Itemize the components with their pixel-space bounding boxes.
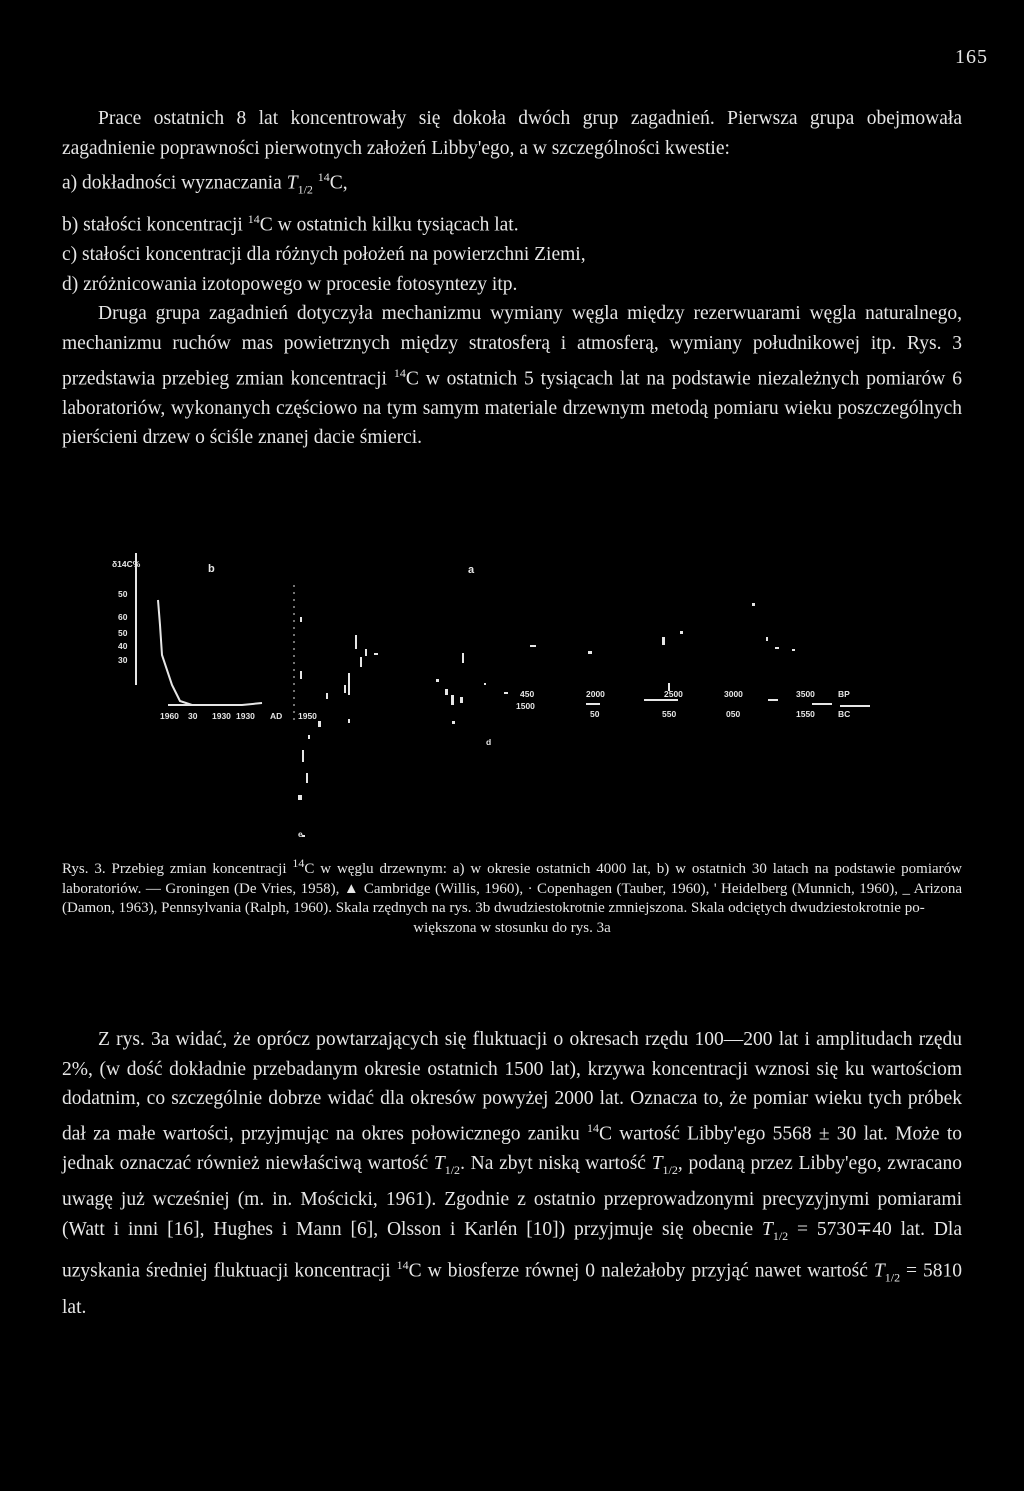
- mark-e: e: [298, 829, 303, 839]
- b-x-tick-2: 30: [188, 711, 198, 721]
- list-a-symbol: T: [286, 172, 298, 194]
- text-section-1: [62, 104, 962, 453]
- b-x-tick-5: AD: [270, 711, 283, 721]
- para3-superscript-1: 14: [586, 1120, 599, 1135]
- para3-text-1: Z rys. 3a widać, że oprócz powtarzających się fluktuacji o okresach rzędu 100—200 lat i amplitudach rzędu 2%, (w dość dokładnie przebadanym okresie ostatnich 1500 lat), krzywa koncentracji wznosi się ku wartościom dodatnim, co szczególnie dobrze widać dla okresów powyżej 2000 lat. Oznacza to, że pomiar wieku tych próbek dał za małe wartości, przyjmując na okres połowicznego zaniku: [62, 1029, 962, 1145]
- para3-subscript-1: 1/2: [444, 1162, 461, 1177]
- a-x-tick-9: 050: [726, 709, 741, 719]
- list-b-superscript: 14: [247, 212, 260, 227]
- para3-subscript-4: 1/2: [884, 1270, 901, 1285]
- a-x-tick-7: 550: [662, 709, 677, 719]
- para3-symbol-4: T: [873, 1260, 885, 1282]
- a-x-tick-11: 1550: [796, 709, 815, 719]
- y-tick-3: 50: [118, 628, 128, 638]
- figure-3: [112, 545, 912, 845]
- a-x-tick-3: 1500: [516, 701, 535, 711]
- para2-superscript: 14: [393, 365, 406, 380]
- text-section-2: [62, 1025, 962, 1323]
- list-a-subscript: 1/2: [297, 182, 313, 197]
- para3-text-4: , podaną przez Libby'ego, zwracano uwagę już wcześniej (m. in. Mościcki, 1961). Zgodnie z ostatnio przeprowadzonymi precyzyjnymi pomiarami (Watt i inni [16], Hughes i Mann [6], Olsson i Karlén [10]) przyjmuje się obecnie: [62, 1152, 963, 1240]
- intro-paragraph: Prace ostatnich 8 lat koncentrowały się dokoła dwóch grup zagadnień. Pierwsza grupa obejmowała zagadnienie poprawności pierwotnych założeń Libby'ego, a w szczególności kwestie:: [62, 108, 962, 159]
- a-x-tick-1: 1950: [298, 711, 317, 721]
- y-tick-5: 30: [118, 655, 128, 665]
- para3-subscript-3: 1/2: [772, 1228, 789, 1243]
- list-item-d: d) zróżnicowania izotopowego w procesie fotosyntezy itp.: [62, 273, 518, 295]
- a-x-tick-4: 2000: [586, 689, 605, 699]
- y-tick-1: 50: [118, 589, 128, 599]
- a-x-tick-6: 2500: [664, 689, 683, 699]
- para3-text-2: C wartość Libby'ego 5568 ± 30 lat. Może to jednak oznaczać również niewłaściwą wartość: [62, 1123, 962, 1174]
- para3-superscript-2: 14: [396, 1258, 409, 1273]
- para3-subscript-2: 1/2: [662, 1162, 678, 1177]
- para3-text-6: C w biosferze równej 0 należałoby przyjąć nawet wartość: [408, 1260, 874, 1282]
- list-a-suffix: C,: [329, 172, 348, 194]
- mark-d: d: [486, 737, 492, 747]
- b-x-tick-1: 1960: [160, 711, 179, 721]
- panel-b-curve: [158, 600, 262, 705]
- figure-3-chart: [112, 545, 912, 845]
- a-x-tick-12: BP: [838, 689, 850, 699]
- y-tick-2: 60: [118, 612, 128, 622]
- third-paragraph: [62, 1025, 962, 1323]
- a-x-tick-2: 450: [520, 689, 535, 699]
- b-x-tick-3: 1930: [212, 711, 231, 721]
- a-x-tick-10: 3500: [796, 689, 815, 699]
- list-a-superscript: 14: [317, 170, 330, 185]
- list-b-suffix: C w ostatnich kilku tysiącach lat.: [259, 214, 519, 236]
- list-a-text: a) dokładności wyznaczania: [62, 172, 287, 194]
- para3-symbol-1: T: [433, 1152, 445, 1174]
- para2-text-2: C w ostatnich 5 tysiącach lat na podstawie niezależnych pomiarów 6 laboratoriów, wykonanych częściowo na tym samym materiale drzewnym metodą pomiaru wieku poszczególnych pierścieni drzew o ściśle znanej dacie śmierci.: [62, 368, 962, 449]
- para2-text-1: Druga grupa zagadnień dotyczyła mechanizmu wymiany węgla między rezerwuarami węgla naturalnego, mechanizmu ruchów mas powietrznych między stratosferą i atmosferą, wymiany południkowej itp. Rys. 3 przedstawia przebieg zmian koncentracji: [62, 303, 962, 390]
- panel-label-b: b: [208, 563, 215, 575]
- list-item-a: [62, 163, 962, 205]
- para3-symbol-2: T: [651, 1152, 663, 1174]
- panel-a-data-points: [298, 603, 870, 837]
- para3-symbol-3: T: [761, 1218, 773, 1240]
- a-x-tick-5: 50: [590, 709, 600, 719]
- y-axis-label: δ14C%: [112, 559, 141, 569]
- para3-text-7: = 5810 lat.: [62, 1260, 963, 1319]
- list-b-text: b) stałości koncentracji: [62, 214, 248, 236]
- panel-label-a: a: [468, 564, 475, 576]
- caption-superscript: 14: [292, 856, 305, 870]
- b-x-tick-4: 1930: [236, 711, 255, 721]
- list-item-c: c) stałości koncentracji dla różnych położeń na powierzchni Ziemi,: [62, 244, 586, 266]
- a-x-tick-8: 3000: [724, 689, 743, 699]
- page-number: 165: [955, 46, 988, 68]
- second-paragraph: [62, 299, 962, 452]
- caption-last-line: większona w stosunku do rys. 3a: [413, 920, 611, 937]
- caption-text-2: C w węglu drzewnym: a) w okresie ostatnich 4000 lat, b) w ostatnich 30 latach na podstawie pomiarów laboratoriów. — Groningen (De Vries, 1958), ▲ Cambridge (Willis, 1960), · Copenhagen (Tauber, 1960), ' Heidelberg (Munnich, 1960), _ Arizona (Damon, 1963), Pennsylvania (Ralph, 1960). Skala rzędnych na rys. 3b dwudziestokrotnie zmniejszona. Skala odciętych dwudziestokrotnie po-: [62, 861, 962, 917]
- y-tick-4: 40: [118, 641, 128, 651]
- para3-text-3: . Na zbyt niską wartość: [460, 1152, 652, 1174]
- figure-caption: [62, 854, 962, 939]
- para3-text-5: = 5730∓40 lat. Dla uzyskania średniej fluktuacji koncentracji: [62, 1218, 962, 1282]
- list-item-b: [62, 205, 962, 240]
- caption-text-1: Rys. 3. Przebieg zmian koncentracji: [62, 861, 293, 877]
- a-x-tick-13: BC: [838, 709, 851, 719]
